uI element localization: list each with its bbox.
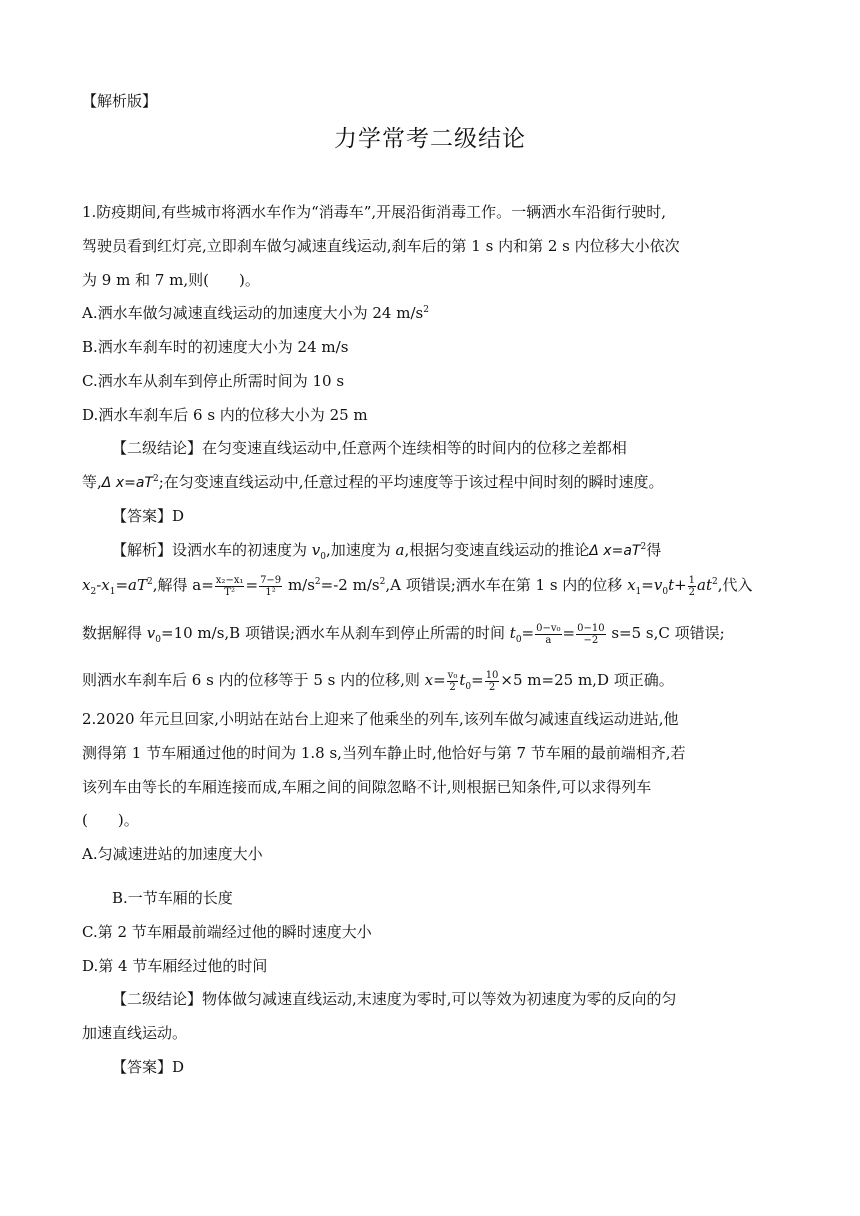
fraction: $\frac{\text{v₀}}{2}$ [447,669,458,693]
q2-option-d: D.第 4 节车厢经过他的时间 [82,957,268,975]
page-title: 力学常考二级结论 [334,126,526,152]
q2-conclusion-line-1: 【二级结论】物体做匀减速直线运动,末速度为零时,可以等效为初速度为零的反向的匀 [112,990,677,1008]
q2-option-a: A.匀减速进站的加速度大小 [82,845,263,863]
q2-conclusion-line-2: 加速直线运动。 [82,1024,188,1042]
q1-conclusion-line-1: 【二级结论】在匀变速直线运动中,任意两个连续相等的时间内的位移之差都相 [112,439,627,457]
fraction: $\frac{10}{2}$ [485,669,499,693]
q1-answer: 【答案】D [112,507,185,525]
q2-stem-line-3: 该列车由等长的车厢连接而成,车厢之间的间隙忽略不计,则根据已知条件,可以求得列车 [82,778,652,796]
q1-stem-line-1: 1.防疫期间,有些城市将洒水车作为“消毒车”,开展沿街消毒工作。一辆洒水车沿街行驶时, [82,203,666,221]
q1-conclusion-line-2: 等,Δ $x=aT^2$;在匀变速直线运动中,任意过程的平均速度等于该过程中间时刻的瞬时速度。 [82,473,664,491]
q1-analysis-line-1: 【解析】设洒水车的初速度为 $v_0$,加速度为 a,根据匀变速直线运动的推论Δ $x=aT^2$得 [112,541,662,562]
q1-analysis-line-2: $x_2-x_1=aT^2$,解得 a= $\frac{\text{x₂−x₁}}{\text{T²}}$ = $\frac{7-9}{\text{1²}}$ $m/s^2=-2$ $m/s^2,A$ 项错误;洒水车在第 1 s 内的位移 $x_1=v_0t+$ $\frac{1}{2}$ $at^2$,代入 [82,574,753,598]
q2-option-c: C.第 2 节车厢最前端经过他的瞬时速度大小 [82,923,372,941]
q1-analysis-line-4: 则洒水车刹车后 6 s 内的位移等于 5 s 内的位移,则 x= $\frac{\text{v₀}}{2}$ $t_0=$ $\frac{10}{2}$ ×5 m=25 m,D 项正确。 [82,669,674,693]
fraction: $\frac{\text{0−v₀}}{a}$ [536,622,561,646]
q1-analysis-line-3: 数据解得 $v_0=10$ m/s,B 项错误;洒水车从刹车到停止所需的时间 $t_0=$ $\frac{\text{0−v₀}}{a}$ = $\frac{0-10}{-2}$ s=5 s,C 项错误; [82,622,725,646]
q1-option-c: C.洒水车从刹车到停止所需时间为 10 s [82,372,345,390]
q1-stem-line-3: 为 9 m 和 7 m,则( )。 [82,271,260,289]
fraction: $\frac{1}{2}$ [688,574,696,598]
edition-tag: 【解析版】 [82,92,158,110]
q2-stem-line-1: 2.2020 年元旦回家,小明站在站台上迎来了他乘坐的列车,该列车做匀减速直线运动进站,他 [82,710,679,728]
q2-option-b: B.一节车厢的长度 [112,889,233,907]
q1-stem-line-2: 驾驶员看到红灯亮,立即刹车做匀减速直线运动,刹车后的第 1 s 内和第 2 s 内位移大小依次 [82,237,680,255]
fraction: $\frac{7-9}{\text{1²}}$ [260,574,282,598]
q2-stem-line-4: ( )。 [82,811,139,829]
fraction: $\frac{0-10}{-2}$ [577,622,605,646]
q1-option-b: B.洒水车刹车时的初速度大小为 24 m/s [82,338,349,356]
fraction: $\frac{\text{x₂−x₁}}{\text{T²}}$ [215,574,244,598]
q1-option-a: A.洒水车做匀减速直线运动的加速度大小为 24 $m/s^2$ [82,304,429,322]
q2-answer: 【答案】D [112,1058,185,1076]
q1-option-d: D.洒水车刹车后 6 s 内的位移大小为 25 m [82,406,368,424]
q2-stem-line-2: 测得第 1 节车厢通过他的时间为 1.8 s,当列车静止时,他恰好与第 7 节车厢的最前端相齐,若 [82,744,686,762]
